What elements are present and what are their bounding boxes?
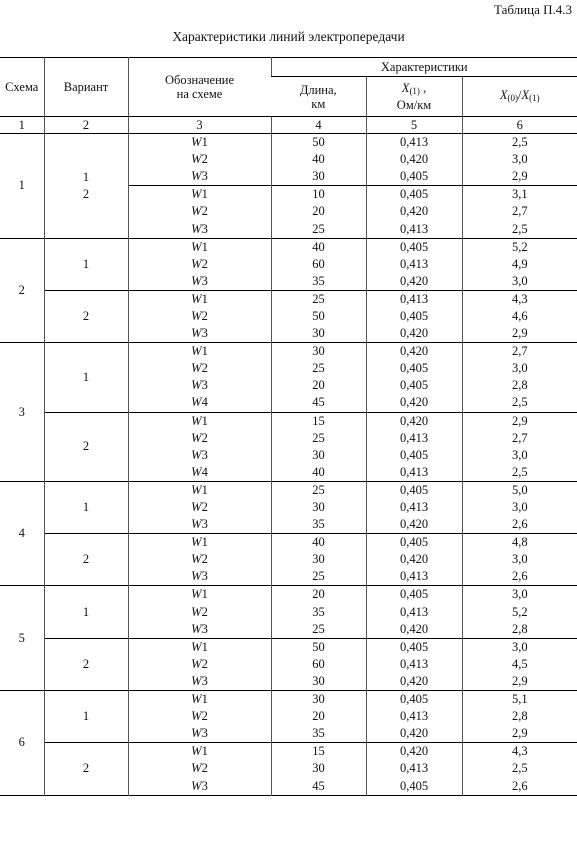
line-name-cell — [128, 621, 271, 639]
reactance-cell: 0,413 — [366, 499, 462, 516]
line-index: 4 — [201, 395, 208, 410]
line-index: 2 — [201, 361, 208, 376]
line-index: 2 — [201, 430, 208, 445]
ratio-cell: 2,8 — [462, 377, 577, 394]
variant-cell: 1 — [44, 343, 128, 412]
line-name-cell — [128, 325, 271, 343]
ratio-cell: 5,2 — [462, 238, 577, 256]
table-row — [0, 412, 577, 430]
reactance-cell: 0,405 — [366, 238, 462, 256]
line-letter: W — [191, 639, 202, 654]
line-letter: W — [191, 413, 202, 428]
scheme-cell: 3 — [0, 343, 44, 482]
line-name-cell — [128, 691, 271, 709]
line-index: 1 — [201, 344, 208, 359]
reactance-cell: 0,413 — [366, 708, 462, 725]
line-letter: W — [191, 152, 202, 167]
length-cell: 30 — [271, 691, 366, 709]
line-index: 1 — [201, 639, 208, 654]
length-cell: 10 — [271, 186, 366, 204]
line-letter: W — [191, 308, 202, 323]
line-letter: W — [191, 761, 202, 776]
reactance-cell: 0,413 — [366, 430, 462, 447]
reactance-cell: 0,413 — [366, 760, 462, 777]
table-body — [0, 134, 577, 796]
length-cell: 20 — [271, 586, 366, 604]
line-letter: W — [191, 604, 202, 619]
length-cell: 30 — [271, 325, 366, 343]
variant-label: 1 — [82, 169, 90, 184]
reactance-cell: 0,405 — [366, 360, 462, 377]
table-row — [0, 691, 577, 709]
reactance-cell: 0,420 — [366, 343, 462, 361]
line-letter: W — [191, 482, 202, 497]
scheme-cell: 5 — [0, 586, 44, 691]
table-row — [0, 481, 577, 499]
line-name-cell — [128, 656, 271, 673]
column-number-3: 3 — [128, 117, 271, 134]
reactance-cell: 0,413 — [366, 134, 462, 152]
ratio-cell: 3,0 — [462, 551, 577, 568]
reactance-cell: 0,405 — [366, 308, 462, 325]
table-header — [0, 58, 577, 134]
reactance-cell: 0,413 — [366, 256, 462, 273]
line-index: 3 — [201, 621, 208, 636]
length-cell: 35 — [271, 725, 366, 743]
table-row — [0, 343, 577, 361]
line-name-cell — [128, 168, 271, 186]
reactance-cell: 0,420 — [366, 273, 462, 291]
line-name-cell — [128, 777, 271, 795]
header-ratio: $X_{(0)}/X_{(1)}$ — [462, 77, 577, 117]
line-name-cell — [128, 256, 271, 273]
variant-cell: 2 — [44, 534, 128, 586]
ratio-cell: 3,0 — [462, 586, 577, 604]
column-number-4: 4 — [271, 117, 366, 134]
line-letter: W — [191, 378, 202, 393]
header-variant: Вариант — [44, 58, 128, 117]
length-cell: 15 — [271, 743, 366, 761]
line-index: 2 — [201, 308, 208, 323]
line-name-cell — [128, 638, 271, 656]
variant-cell: 2 — [44, 290, 128, 342]
ratio-cell: 5,1 — [462, 691, 577, 709]
line-index: 3 — [201, 378, 208, 393]
line-letter: W — [191, 656, 202, 671]
header-x1: $X_{(1)}$ , Ом/км — [366, 77, 462, 117]
line-name-cell — [128, 708, 271, 725]
line-index: 3 — [201, 726, 208, 741]
line-name-cell — [128, 604, 271, 621]
variant-cell: 2 — [44, 412, 128, 481]
ratio-cell: 4,3 — [462, 290, 577, 308]
line-index: 2 — [201, 709, 208, 724]
reactance-cell: 0,405 — [366, 377, 462, 394]
line-letter: W — [191, 326, 202, 341]
reactance-cell: 0,420 — [366, 551, 462, 568]
length-cell: 25 — [271, 621, 366, 639]
length-cell: 25 — [271, 568, 366, 586]
line-name-cell — [128, 725, 271, 743]
reactance-cell: 0,405 — [366, 168, 462, 186]
line-index: 2 — [201, 761, 208, 776]
column-number-5: 5 — [366, 117, 462, 134]
ratio-cell: 4,9 — [462, 256, 577, 273]
length-cell: 20 — [271, 377, 366, 394]
length-cell: 30 — [271, 551, 366, 568]
table-row — [0, 238, 577, 256]
table-caption: Таблица П.4.3 — [494, 2, 572, 17]
line-letter: W — [191, 778, 202, 793]
ratio-cell: 4,5 — [462, 656, 577, 673]
ratio-cell: 3,0 — [462, 447, 577, 464]
line-letter: W — [191, 535, 202, 550]
variant-label: 2 — [82, 186, 90, 201]
line-index: 4 — [201, 464, 208, 479]
reactance-cell: 0,420 — [366, 203, 462, 220]
line-letter: W — [191, 464, 202, 479]
line-index: 1 — [201, 187, 208, 202]
reactance-cell: 0,413 — [366, 464, 462, 482]
line-letter: W — [191, 692, 202, 707]
line-name-cell — [128, 743, 271, 761]
ratio-cell: 5,0 — [462, 481, 577, 499]
line-letter: W — [191, 361, 202, 376]
line-name-cell — [128, 673, 271, 691]
line-letter: W — [191, 673, 202, 688]
line-index: 1 — [201, 535, 208, 550]
line-letter: W — [191, 395, 202, 410]
variant-cell: 1 — [44, 586, 128, 638]
length-cell: 25 — [271, 481, 366, 499]
line-name-cell — [128, 481, 271, 499]
header-designation: Обозначение на схеме — [128, 58, 271, 117]
reactance-cell: 0,420 — [366, 412, 462, 430]
length-cell: 30 — [271, 673, 366, 691]
line-letter: W — [191, 187, 202, 202]
table-row — [0, 638, 577, 656]
line-index: 1 — [201, 239, 208, 254]
variant-cell: 1 — [44, 481, 128, 533]
column-number-6: 6 — [462, 117, 577, 134]
reactance-cell: 0,413 — [366, 568, 462, 586]
column-numbers-row — [0, 117, 577, 134]
variant-cell: 1 — [44, 691, 128, 743]
length-cell: 25 — [271, 360, 366, 377]
reactance-cell: 0,405 — [366, 638, 462, 656]
line-letter: W — [191, 239, 202, 254]
line-index: 2 — [201, 204, 208, 219]
line-index: 1 — [201, 482, 208, 497]
table-row — [0, 290, 577, 308]
table-row — [0, 743, 577, 761]
line-name-cell — [128, 430, 271, 447]
line-letter: W — [191, 344, 202, 359]
line-letter: W — [191, 621, 202, 636]
scheme-cell: 6 — [0, 691, 44, 796]
length-cell: 35 — [271, 516, 366, 534]
length-cell: 50 — [271, 308, 366, 325]
reactance-cell: 0,420 — [366, 325, 462, 343]
line-name-cell — [128, 447, 271, 464]
line-index: 2 — [201, 256, 208, 271]
line-letter: W — [191, 500, 202, 515]
ratio-cell: 5,2 — [462, 604, 577, 621]
reactance-cell: 0,413 — [366, 290, 462, 308]
line-name-cell — [128, 586, 271, 604]
variant-cell: 1 — [44, 238, 128, 290]
line-name-cell — [128, 568, 271, 586]
scheme-cell: 2 — [0, 238, 44, 343]
line-index: 3 — [201, 517, 208, 532]
line-name-cell — [128, 343, 271, 361]
length-cell: 35 — [271, 604, 366, 621]
reactance-cell: 0,413 — [366, 604, 462, 621]
line-name-cell — [128, 534, 271, 552]
ratio-cell: 2,6 — [462, 568, 577, 586]
ratio-cell: 3,0 — [462, 499, 577, 516]
ratio-cell: 2,5 — [462, 394, 577, 412]
line-letter: W — [191, 447, 202, 462]
length-cell: 40 — [271, 151, 366, 168]
line-name-cell — [128, 220, 271, 238]
length-cell: 25 — [271, 430, 366, 447]
line-letter: W — [191, 726, 202, 741]
length-cell: 60 — [271, 656, 366, 673]
length-cell: 45 — [271, 394, 366, 412]
ratio-cell: 2,9 — [462, 412, 577, 430]
line-index: 2 — [201, 500, 208, 515]
line-index: 3 — [201, 569, 208, 584]
length-cell: 40 — [271, 534, 366, 552]
ratio-cell: 3,0 — [462, 151, 577, 168]
ratio-cell: 2,6 — [462, 516, 577, 534]
line-letter: W — [191, 552, 202, 567]
ratio-cell: 2,9 — [462, 725, 577, 743]
length-cell: 45 — [271, 777, 366, 795]
ratio-cell: 2,5 — [462, 464, 577, 482]
ratio-cell: 2,6 — [462, 777, 577, 795]
ratio-cell: 3,0 — [462, 638, 577, 656]
length-cell: 30 — [271, 168, 366, 186]
ratio-cell: 2,7 — [462, 430, 577, 447]
line-name-cell — [128, 186, 271, 204]
line-index: 3 — [201, 221, 208, 236]
scheme-cell: 1 — [18, 178, 25, 193]
line-letter: W — [191, 569, 202, 584]
ratio-cell: 3,0 — [462, 273, 577, 291]
line-name-cell — [128, 290, 271, 308]
length-cell: 50 — [271, 638, 366, 656]
column-number-2: 2 — [44, 117, 128, 134]
reactance-cell: 0,405 — [366, 691, 462, 709]
line-letter: W — [191, 256, 202, 271]
reactance-cell: 0,420 — [366, 621, 462, 639]
table-title: Характеристики линий электропередачи — [172, 29, 405, 44]
line-index: 1 — [201, 413, 208, 428]
line-index: 3 — [201, 447, 208, 462]
ratio-cell: 4,6 — [462, 308, 577, 325]
line-letter: W — [191, 587, 202, 602]
length-cell: 30 — [271, 499, 366, 516]
line-letter: W — [191, 744, 202, 759]
line-name-cell — [128, 308, 271, 325]
reactance-cell: 0,413 — [366, 656, 462, 673]
variant-cell — [44, 134, 128, 239]
length-cell: 30 — [271, 343, 366, 361]
ratio-cell: 2,5 — [462, 134, 577, 152]
ratio-cell: 2,5 — [462, 760, 577, 777]
reactance-cell: 0,405 — [366, 777, 462, 795]
column-number-1: 1 — [0, 117, 44, 134]
line-index: 2 — [201, 152, 208, 167]
line-index: 3 — [201, 326, 208, 341]
line-letter: W — [191, 709, 202, 724]
ratio-cell: 2,7 — [462, 203, 577, 220]
line-name-cell — [128, 203, 271, 220]
line-name-cell — [128, 760, 271, 777]
line-index: 1 — [201, 291, 208, 306]
line-letter: W — [191, 291, 202, 306]
line-letter: W — [191, 430, 202, 445]
table-row — [0, 134, 577, 152]
scheme-cell: 4 — [0, 481, 44, 586]
reactance-cell: 0,420 — [366, 673, 462, 691]
line-name-cell — [128, 151, 271, 168]
line-letter: W — [191, 204, 202, 219]
line-index: 3 — [201, 273, 208, 288]
length-cell: 25 — [271, 290, 366, 308]
length-cell: 25 — [271, 220, 366, 238]
ratio-cell: 2,8 — [462, 708, 577, 725]
line-letter: W — [191, 135, 202, 150]
line-name-cell — [128, 516, 271, 534]
reactance-cell: 0,420 — [366, 743, 462, 761]
ratio-cell: 2,5 — [462, 220, 577, 238]
variant-cell: 2 — [44, 638, 128, 690]
ratio-cell: 3,1 — [462, 186, 577, 204]
ratio-cell: 4,8 — [462, 534, 577, 552]
line-name-cell — [128, 360, 271, 377]
line-name-cell — [128, 412, 271, 430]
line-name-cell — [128, 394, 271, 412]
length-cell: 15 — [271, 412, 366, 430]
line-letter: W — [191, 169, 202, 184]
line-index: 2 — [201, 604, 208, 619]
ratio-cell: 2,8 — [462, 621, 577, 639]
reactance-cell: 0,420 — [366, 151, 462, 168]
line-index: 2 — [201, 552, 208, 567]
header-characteristics: Характеристики — [271, 58, 577, 77]
line-name-cell — [128, 377, 271, 394]
reactance-cell: 0,405 — [366, 186, 462, 204]
line-name-cell — [128, 464, 271, 482]
line-index: 3 — [201, 169, 208, 184]
reactance-cell: 0,413 — [366, 220, 462, 238]
length-cell: 30 — [271, 447, 366, 464]
line-index: 2 — [201, 656, 208, 671]
line-letter: W — [191, 221, 202, 236]
line-index: 1 — [201, 744, 208, 759]
ratio-cell: 2,7 — [462, 343, 577, 361]
length-cell: 50 — [271, 134, 366, 152]
line-index: 1 — [201, 135, 208, 150]
reactance-cell: 0,405 — [366, 481, 462, 499]
length-cell: 20 — [271, 203, 366, 220]
line-index: 3 — [201, 673, 208, 688]
power-lines-table — [0, 57, 577, 796]
line-index: 1 — [201, 587, 208, 602]
line-name-cell — [128, 238, 271, 256]
line-letter: W — [191, 517, 202, 532]
line-name-cell — [128, 499, 271, 516]
table-row — [0, 586, 577, 604]
ratio-cell: 3,0 — [462, 360, 577, 377]
ratio-cell: 2,9 — [462, 325, 577, 343]
ratio-cell: 4,3 — [462, 743, 577, 761]
reactance-cell: 0,405 — [366, 586, 462, 604]
reactance-cell: 0,405 — [366, 447, 462, 464]
length-cell: 20 — [271, 708, 366, 725]
ratio-cell: 2,9 — [462, 673, 577, 691]
table-row — [0, 534, 577, 552]
line-index: 1 — [201, 692, 208, 707]
header-length: Длина, км — [271, 77, 366, 117]
reactance-cell: 0,420 — [366, 516, 462, 534]
variant-cell: 2 — [44, 743, 128, 795]
line-letter: W — [191, 273, 202, 288]
length-cell: 60 — [271, 256, 366, 273]
length-cell: 40 — [271, 464, 366, 482]
header-scheme: Схема — [0, 58, 44, 117]
line-name-cell — [128, 551, 271, 568]
line-name-cell — [128, 134, 271, 152]
reactance-cell: 0,420 — [366, 394, 462, 412]
line-name-cell — [128, 273, 271, 291]
line-index: 3 — [201, 778, 208, 793]
length-cell: 40 — [271, 238, 366, 256]
reactance-cell: 0,405 — [366, 534, 462, 552]
reactance-cell: 0,420 — [366, 725, 462, 743]
ratio-cell: 2,9 — [462, 168, 577, 186]
length-cell: 30 — [271, 760, 366, 777]
length-cell: 35 — [271, 273, 366, 291]
